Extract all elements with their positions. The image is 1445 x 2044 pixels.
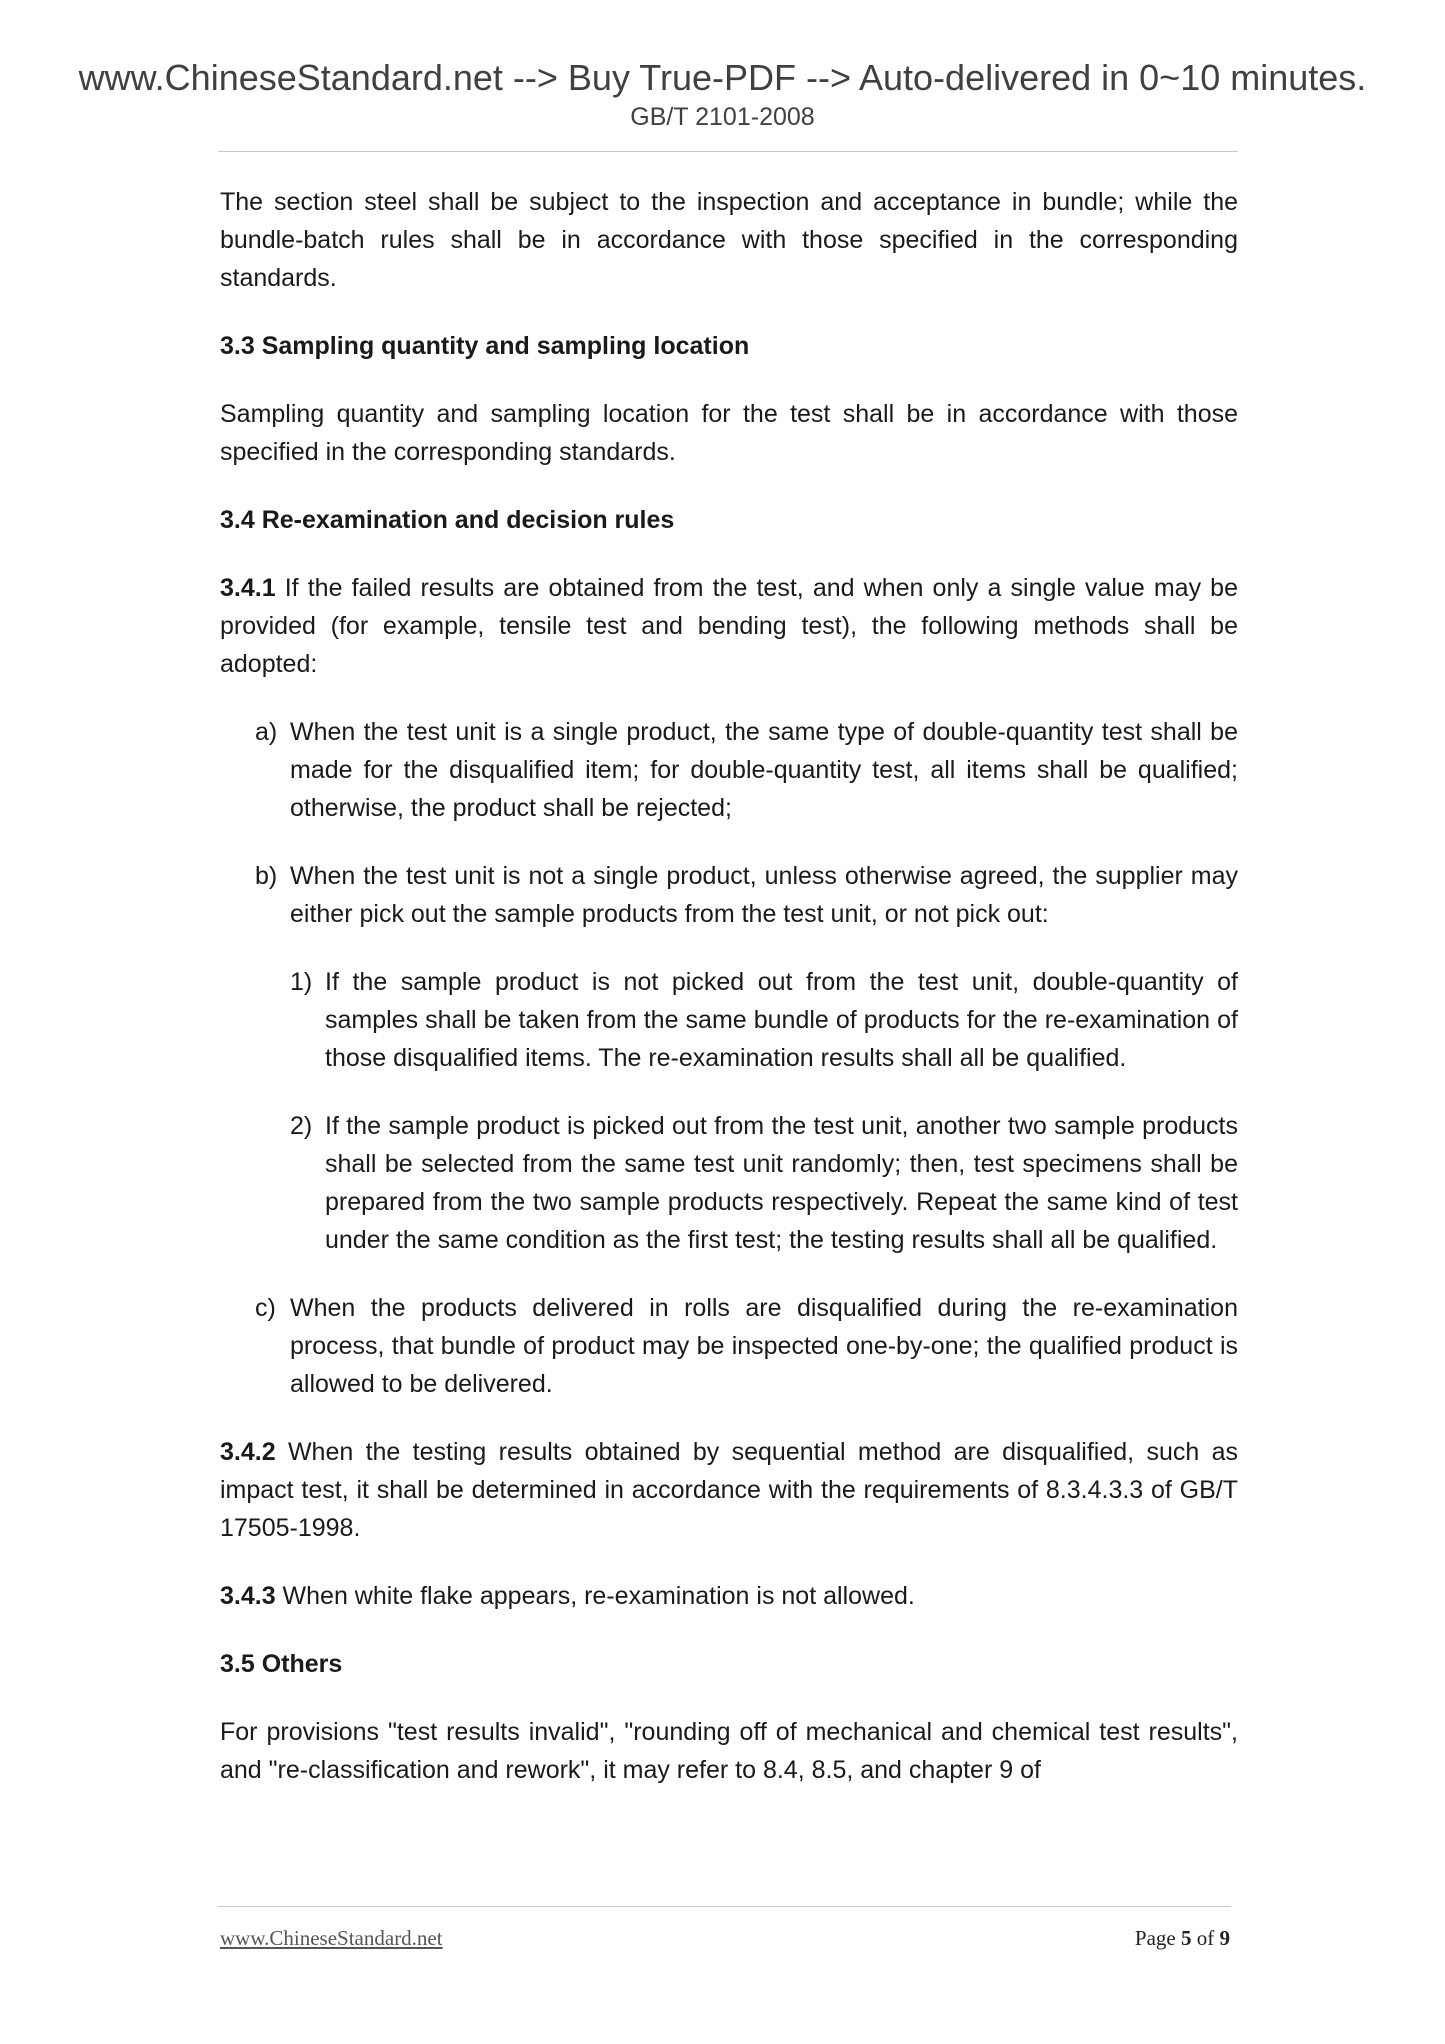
page-current: 5 bbox=[1181, 1926, 1192, 1950]
list-marker: a) bbox=[255, 718, 278, 746]
page-number bbox=[1135, 1926, 1230, 1951]
section-3-3-text: Sampling quantity and sampling location for the test shall be in accordance with those specified in the corresponding standards. bbox=[220, 400, 1238, 466]
clause-number: 3.4.2 bbox=[220, 1438, 276, 1466]
list-item-text: If the sample product is not picked out from the test unit, double-quantity of samples shall be taken from the same bundle of products for the re-examination of those disqualified items. The re-examination results shall all be qualified. bbox=[325, 968, 1238, 1072]
page-of: of bbox=[1191, 1926, 1220, 1950]
standard-code: GB/T 2101-2008 bbox=[630, 103, 815, 131]
list-marker: b) bbox=[255, 862, 278, 890]
section-3-5-text: For provisions "test results invalid", "rounding off of mechanical and chemical test results", and "re-classification and rework", it may refer to 8.4, 8.5, and chapter 9 of bbox=[220, 1718, 1238, 1784]
clause-number: 3.4.1 bbox=[220, 574, 276, 602]
list-item-text: When the test unit is a single product, the same type of double-quantity test shall be made for the disqualified item; for double-quantity test, all items shall be qualified; otherwise, the product shall be rejected; bbox=[290, 718, 1238, 822]
list-marker: c) bbox=[255, 1294, 276, 1322]
list-marker: 1) bbox=[290, 968, 313, 996]
list-item-text: When the test unit is not a single product, unless otherwise agreed, the supplier may either pick out the sample products from the test unit, or not pick out: bbox=[290, 862, 1238, 928]
list-item-text: When the products delivered in rolls are disqualified during the re-examination process, that bundle of product may be inspected one-by-one; the qualified product is allowed to be delivered. bbox=[290, 1294, 1238, 1398]
list-marker: 2) bbox=[290, 1112, 313, 1140]
list-item-a bbox=[255, 713, 1238, 827]
clause-3-4-3 bbox=[220, 1577, 1238, 1615]
list-item-b bbox=[255, 857, 1238, 933]
section-3-3-heading: 3.3 Sampling quantity and sampling location bbox=[220, 332, 750, 360]
clause-number: 3.4.3 bbox=[220, 1582, 276, 1610]
page-total: 9 bbox=[1219, 1926, 1230, 1950]
list-item-b-2 bbox=[290, 1107, 1238, 1259]
footer-divider bbox=[218, 1906, 1231, 1907]
section-3-4-heading: 3.4 Re-examination and decision rules bbox=[220, 506, 675, 534]
footer-site-link[interactable]: www.ChineseStandard.net bbox=[220, 1926, 443, 1950]
header-banner: www.ChineseStandard.net --> Buy True-PDF --> Auto-delivered in 0~10 minutes. bbox=[78, 57, 1367, 98]
clause-text: When white flake appears, re-examination is not allowed. bbox=[275, 1582, 915, 1610]
list-item-b-1 bbox=[290, 963, 1238, 1077]
page-prefix: Page bbox=[1134, 1926, 1181, 1950]
document-body bbox=[220, 183, 1238, 1819]
section-3-5-heading: 3.5 Others bbox=[220, 1650, 343, 1678]
clause-3-4-1 bbox=[220, 569, 1238, 683]
clause-text: If the failed results are obtained from the test, and when only a single value may be provided (for example, tensile test and bending test), the following methods shall be adopted: bbox=[220, 574, 1238, 678]
list-item-c bbox=[255, 1289, 1238, 1403]
intro-paragraph: The section steel shall be subject to the inspection and acceptance in bundle; while the bundle-batch rules shall be in accordance with those specified in the corresponding standards. bbox=[220, 188, 1238, 292]
clause-3-4-2 bbox=[220, 1433, 1238, 1547]
list-item-text: If the sample product is picked out from the test unit, another two sample products shall be selected from the same test unit randomly; then, test specimens shall be prepared from the two sample products respectively. Repeat the same kind of test under the same condition as the first test; the testing results shall all be qualified. bbox=[325, 1112, 1238, 1254]
header-divider bbox=[218, 151, 1238, 152]
clause-text: When the testing results obtained by sequential method are disqualified, such as impact test, it shall be determined in accordance with the requirements of 8.3.4.3.3 of GB/T 17505-1998. bbox=[220, 1438, 1238, 1542]
